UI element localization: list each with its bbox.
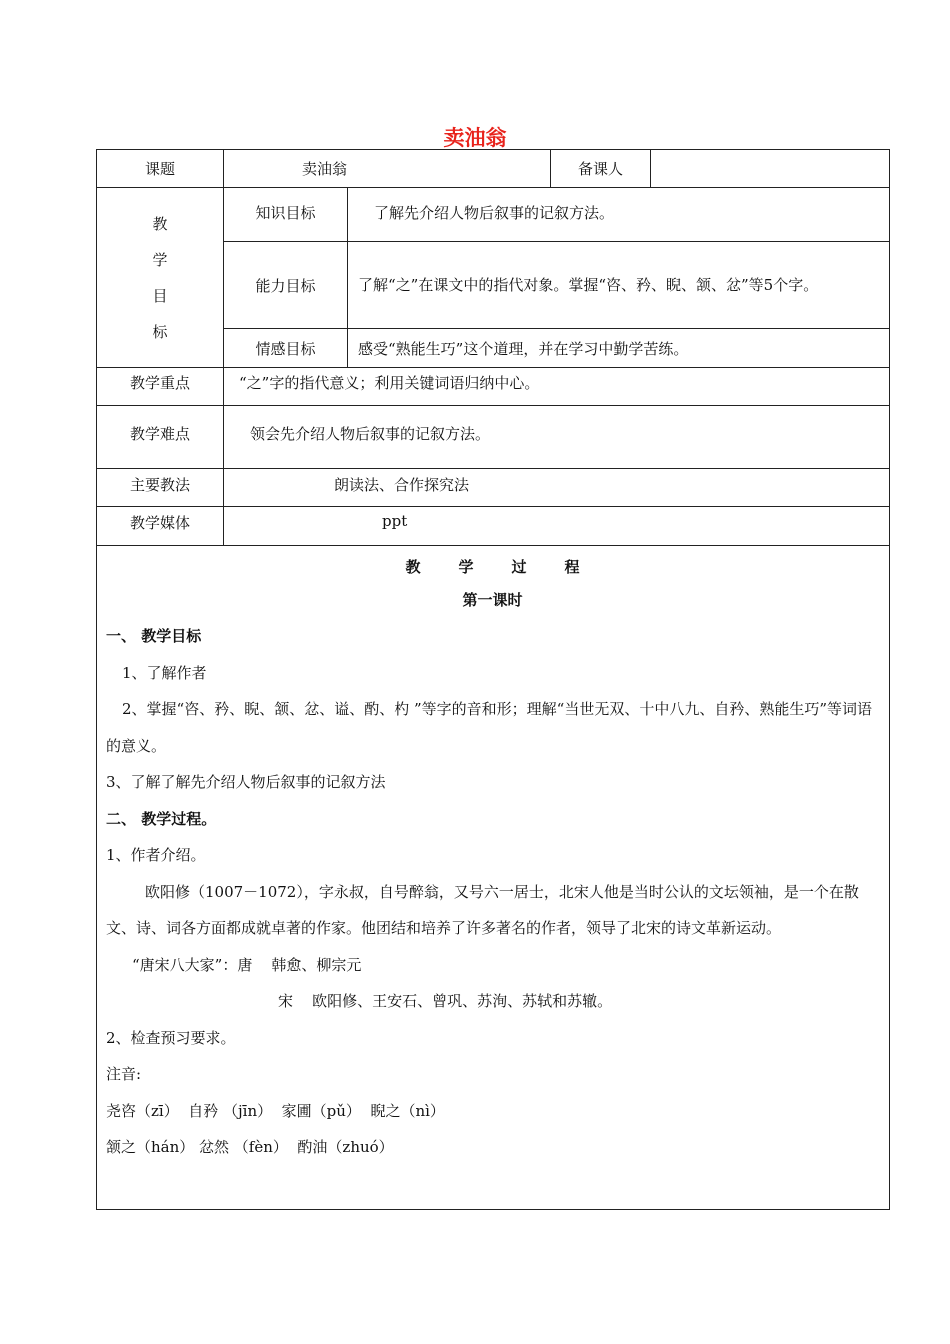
page-title: 卖油翁 — [443, 126, 507, 150]
knowledge-goal-text: 了解先介绍人物后叙事的记叙方法。 — [348, 188, 890, 242]
teaching-method-label: 主要教法 — [97, 469, 224, 507]
eight-masters-song: 宋 欧阳修、王安石、曾巩、苏洵、苏轼和苏辙。 — [278, 992, 613, 1010]
process-heading: 教 学 过 程 — [405, 558, 580, 576]
process-item-1: 1、作者介绍。 — [106, 846, 206, 864]
section-one-heading: 一、 教学目标 — [106, 627, 202, 645]
process-item-2: 2、检查预习要求。 — [106, 1028, 236, 1047]
lesson-plan-table — [96, 149, 890, 1210]
author-paragraph: 欧阳修（1007－1072），字永叔，自号醉翁，又号六一居士，北宋人他是当时公认的文坛领袖，是一个在散文、诗、词各方面都成就卓著的作家。他团结和培养了许多著名的作者，领导了北宋的诗文革新运动。 — [106, 882, 859, 937]
goal-item-1: 1、了解作者 — [122, 663, 207, 682]
pronunciation-line-2: 颔之（hán） 忿然 （fèn） 酌油（zhuó） — [106, 1138, 394, 1156]
preparer-label: 备课人 — [551, 150, 651, 188]
lesson-heading: 第一课时 — [462, 591, 523, 609]
notes-label: 注音: — [106, 1065, 142, 1083]
pronunciation-line-1: 尧咨（zī） 自矜 （jīn） 家圃（pǔ） 睨之（nì） — [106, 1101, 445, 1120]
emotion-goal-label: 情感目标 — [224, 329, 348, 368]
section-two-heading: 二、 教学过程。 — [106, 809, 217, 828]
teaching-media-text: ppt — [224, 507, 890, 546]
eight-masters-tang: “唐宋八大家”：唐 韩愈、柳宗元 — [132, 955, 362, 974]
difficult-points-text: 领会先介绍人物后叙事的记叙方法。 — [224, 406, 890, 469]
ability-goal-label: 能力目标 — [224, 242, 348, 329]
preparer-value — [651, 150, 890, 188]
difficult-points-label: 教学难点 — [97, 406, 224, 469]
teaching-process — [97, 546, 890, 1210]
ability-goal-text: 了解“之”在课文中的指代对象。掌握“咨、矜、睨、颔、忿”等5个字。 — [348, 242, 890, 329]
knowledge-goal-label: 知识目标 — [224, 188, 348, 242]
topic-value: 卖油翁 — [224, 150, 551, 188]
emotion-goal-text: 感受“熟能生巧”这个道理，并在学习中勤学苦练。 — [348, 329, 890, 368]
teaching-media-label: 教学媒体 — [97, 507, 224, 546]
goal-item-2: 2、掌握“咨、矜、睨、颔、忿、谥、酌、杓 ”等字的音和形；理解“当世无双、十中八九、自矜、熟能生巧”等词语的意义。 — [106, 700, 872, 755]
key-points-label: 教学重点 — [97, 368, 224, 406]
topic-label: 课题 — [97, 150, 224, 188]
key-points-text: “之”字的指代意义；利用关键词语归纳中心。 — [224, 368, 890, 406]
goals-label: 教 学 目 标 — [97, 188, 224, 368]
teaching-method-text: 朗读法、合作探究法 — [224, 469, 890, 507]
goal-item-3: 3、了解了解先介绍人物后叙事的记叙方法 — [106, 773, 386, 791]
